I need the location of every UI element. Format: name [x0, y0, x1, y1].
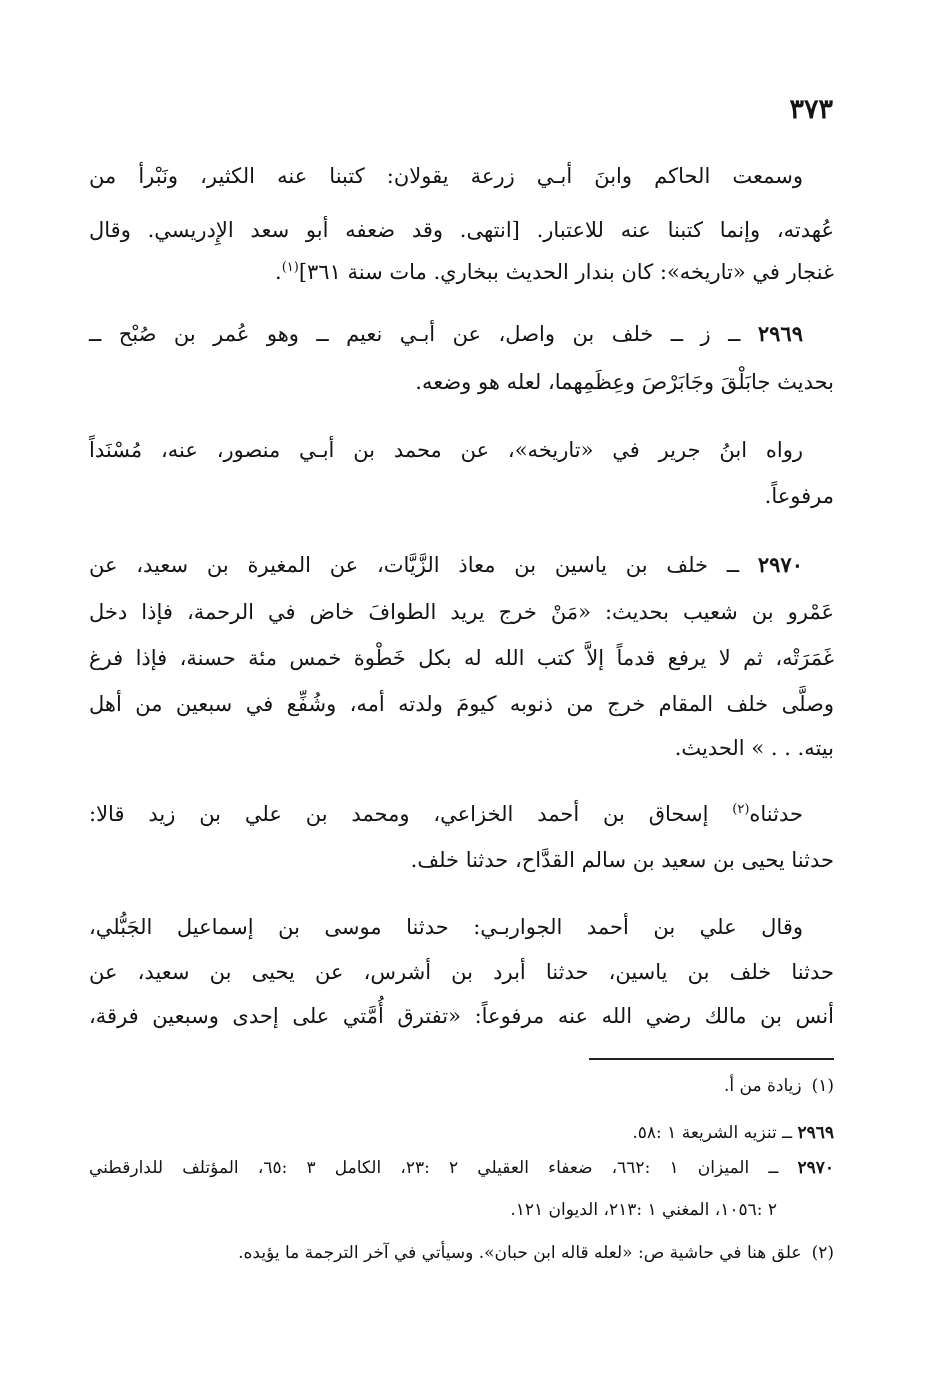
text-line: عَمْرو بن شعيب بحديث: «مَنْ خرج يريد الطوافَ خاض في الرحمة، فإذا دخل: [89, 600, 834, 624]
text-line: وسمعت الحاكم وابنَ أبـي زرعة يقولان: كتبنا عنه الكثير، ونَبْرأ من: [89, 164, 803, 188]
entry-number: ٢٩٦٩: [757, 321, 803, 346]
footnote-2: (٢)علق هنا في حاشية ص: «لعله قاله ابن حبان». وسيأتي في آخر الترجمة ما يؤيده.: [89, 1237, 834, 1271]
entry-number: ٢٩٧٠: [757, 552, 803, 577]
entry-2970-heading: ٢٩٧٠ ــ خلف بن ياسين بن معاذ الزَّيَّات، عن المغيرة بن سعيد، عن: [89, 552, 803, 577]
footnote-2969: ٢٩٦٩ ــ تنزيه الشريعة ١ :٥٨.: [632, 1123, 834, 1143]
text-line: أنس بن مالك رضي الله عنه مرفوعاً: «تفترق أُمَّتي على إحدى وسبعين فرقة،: [89, 1004, 834, 1028]
footnote-marker: ٢٩٦٩: [797, 1123, 834, 1143]
footnote-ref-1: (١): [281, 260, 299, 275]
footnote-ref-2: (٢): [732, 802, 750, 817]
text-line: حدثناه$^{(٢)}$ إسحاق بن أحمد الخزاعي، ومحمد بن علي بن زيد قالا:: [89, 802, 803, 826]
text-line: مرفوعاً.: [764, 484, 834, 508]
footnote-1: (١)زيادة من أ.: [89, 1070, 834, 1104]
entry-2969-heading: ٢٩٦٩ ــ ز ــ خلف بن واصل، عن أبـي نعيم ــ وهو عُمر بن صُبْح ــ: [89, 321, 803, 346]
text-line: عُهدته، وإنما كتبنا عنه للاعتبار. [انتهى. وقد ضعفه أبو سعد الإِدريسي. وقال: [89, 218, 834, 242]
text-line: وقال علي بن أحمد الجواربـي: حدثنا موسى بن إسماعيل الجَبُّلي،: [89, 915, 803, 939]
text-line: غَمَرَتْه، ثم لا يرفع قدماً إلاَّ كتب الله له بكل خَطْوة خمس مئة حسنة، فإذا فرغ: [89, 646, 834, 670]
footnote-marker: ٢٩٧٠: [797, 1158, 834, 1178]
text-line: بحديث جابَلْقَ وجَابَرْصَ وعِظَمِهما، لعله هو وضعه.: [415, 370, 834, 394]
text-line: غنجار في «تاريخه»: كان بندار الحديث ببخاري. مات سنة ٣٦١]$^{(١)}$.: [275, 260, 834, 284]
text-line: حدثنا يحيى بن سعيد بن سالم القدَّاح، حدثنا خلف.: [410, 848, 834, 872]
footnote-2970-continued: ٢ :١٠٥٦، المغني ١ :٢١٣، الديوان ١٢١.: [510, 1200, 777, 1220]
footnote-marker: (٢): [811, 1243, 834, 1263]
text-line: رواه ابنُ جرير في «تاريخه»، عن محمد بن أبـي منصور، عنه، مُسْنَداً: [89, 438, 803, 462]
footnote-marker: (١): [811, 1076, 834, 1096]
footnote-2970: ٢٩٧٠ ــ الميزان ١ :٦٦٢، ضعفاء العقيلي ٢ :٢٣، الكامل ٣ :٦٥، المؤتلف للدارقطني: [89, 1158, 834, 1178]
text-line: وصلَّى خلف المقام خرج من ذنوبه كيومَ ولدته أمه، وشُفِّع في سبعين من أهل: [89, 692, 834, 716]
page-number: ٣٧٣: [789, 94, 833, 125]
text-line: بيته. . . » الحديث.: [674, 736, 834, 760]
text-line: حدثنا خلف بن ياسين، حدثنا أبرد بن أشرس، عن يحيى بن سعيد، عن: [89, 960, 834, 984]
footnote-divider: [589, 1058, 834, 1060]
